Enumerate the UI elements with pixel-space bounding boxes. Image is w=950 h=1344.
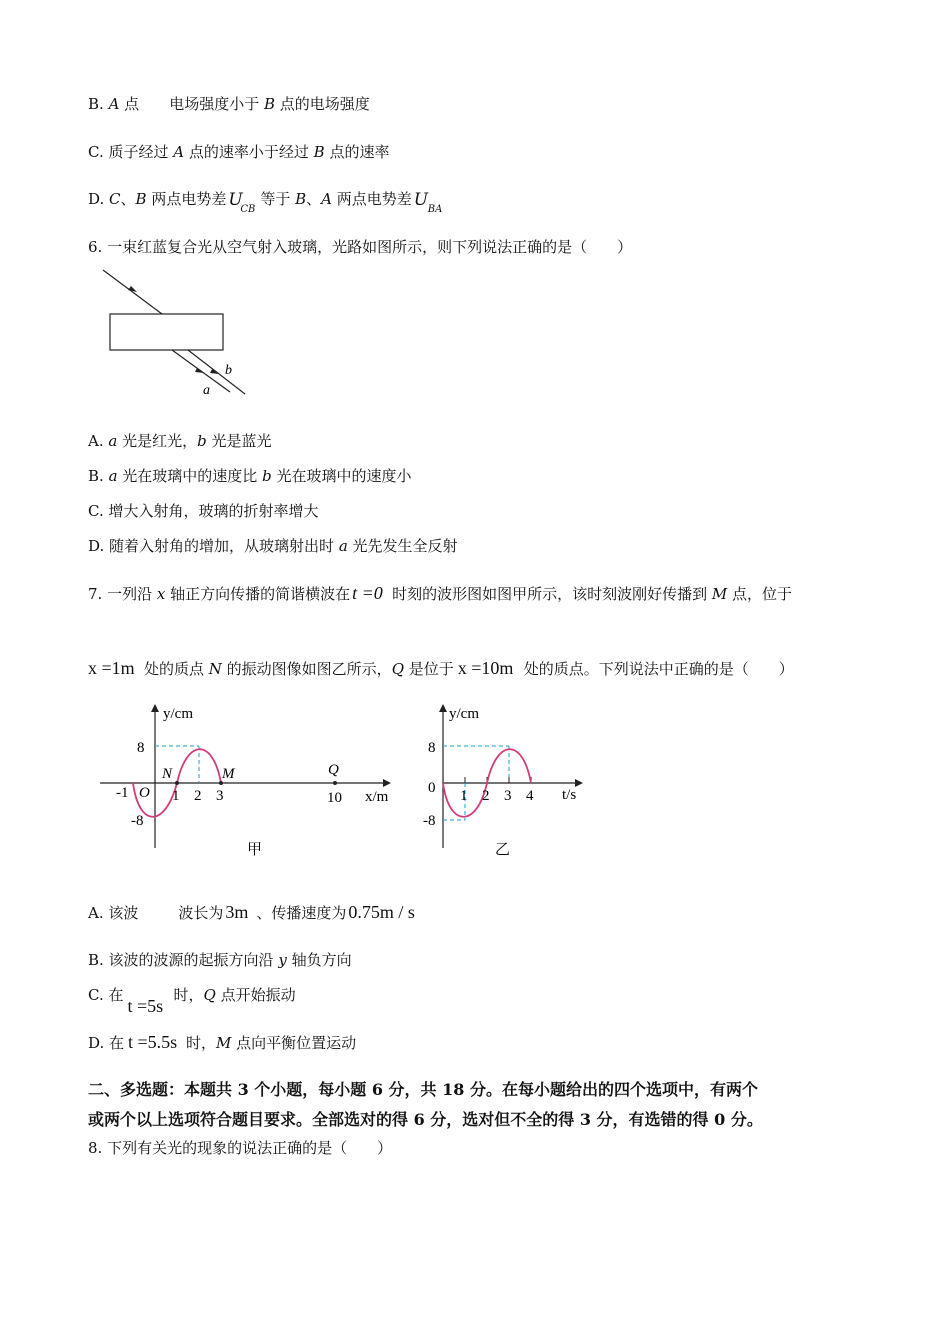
q7-figure-yi [415, 700, 590, 865]
math-u: U [413, 190, 429, 210]
text: B. [88, 95, 109, 113]
tick-y-neg8: -8 [423, 813, 436, 829]
text: B. 该波的波源的起振方向沿 [88, 951, 279, 969]
text: 两点电势差 [146, 190, 227, 208]
q5-option-b[interactable] [88, 94, 370, 114]
t-label: t/s [562, 787, 577, 803]
text: Q [391, 660, 404, 678]
text: 光在玻璃中的速度比 [117, 467, 263, 485]
arrow-icon [128, 286, 137, 292]
q7-option-c[interactable] [88, 985, 296, 1016]
math-u: U [228, 190, 243, 210]
arrow-icon [383, 779, 391, 787]
label-q: Q [328, 762, 339, 778]
text: 点，位于 [727, 585, 793, 603]
tick-t-2: 2 [482, 788, 490, 804]
text: M [216, 1034, 232, 1052]
q7-option-d[interactable] [88, 1033, 356, 1053]
tick-x-10: 10 [327, 790, 342, 806]
q7-figure-jia [95, 700, 400, 865]
incident-ray [103, 270, 162, 314]
q5-option-d[interactable] [88, 189, 446, 215]
text: 处的质点。下列说法中正确的是（ ） [523, 660, 794, 678]
q7-option-a[interactable] [88, 903, 422, 923]
text: B [313, 143, 325, 161]
label-a: a [203, 383, 210, 398]
text: 两点电势差 [332, 190, 412, 208]
text: B. [88, 467, 109, 485]
text: B [263, 95, 275, 113]
math-t55: t =5.5s [128, 1032, 178, 1052]
text: D. [88, 190, 110, 208]
label-m: M [222, 766, 235, 782]
tick-y-8: 8 [428, 740, 436, 756]
text: 点的电场强度 [275, 95, 370, 113]
tick-y-neg8: -8 [131, 813, 144, 829]
text: M [711, 585, 728, 603]
q7-option-b[interactable] [88, 950, 352, 970]
text: b [197, 432, 207, 450]
text: a [108, 432, 118, 450]
text: a [108, 467, 118, 485]
text: 的振动图像如图乙所示， [221, 660, 392, 678]
text: 光先发生全反射 [347, 537, 458, 555]
text: Q [203, 986, 216, 1004]
arrow-icon [439, 704, 447, 712]
text: A. [88, 432, 109, 450]
math-t5: t =5s [127, 996, 164, 1016]
glass-block [110, 314, 223, 350]
text: 光是红光， [117, 432, 198, 450]
label-n: N [162, 766, 173, 782]
math-x1: x =1m [88, 658, 135, 678]
point-q [333, 781, 337, 785]
q5-option-c[interactable] [88, 142, 389, 162]
q6-option-a[interactable] [88, 431, 272, 451]
text: 点开始振动 [215, 986, 296, 1004]
tick-y-8: 8 [137, 740, 145, 756]
text: 轴负方向 [286, 951, 352, 969]
text: A [173, 143, 185, 161]
text: D. 在 [88, 1034, 125, 1052]
text: 点的速率小于经过 [184, 143, 314, 161]
arrow-icon [195, 368, 204, 373]
math-velocity: 0.75m / s [348, 902, 415, 922]
text: A [321, 190, 333, 208]
origin-o: O [139, 785, 150, 801]
text: 、 [120, 190, 136, 208]
text: 时刻的波形图如图甲所示，该时刻波刚好传播到 [392, 585, 712, 603]
tick-y-0: 0 [428, 780, 436, 796]
math-sub: BA [427, 204, 443, 215]
section2-heading-line1: 二、多选题：本题共 3 个小题，每小题 6 分，共 18 分。在每小题给出的四个选项中，有两个 [88, 1080, 758, 1099]
caption-jia: 甲 [247, 842, 263, 858]
math-lambda: 3m [225, 902, 249, 922]
text: 时， [173, 986, 204, 1004]
text: 、 [306, 190, 322, 208]
tick-x-neg1: -1 [116, 785, 129, 801]
text: 等于 [260, 190, 296, 208]
q6-light-path-figure [95, 262, 265, 402]
tick-t-3: 3 [504, 788, 512, 804]
text: 、传播速度为 [256, 904, 347, 922]
text: 7. 一列沿 [88, 585, 157, 603]
text: 点 [119, 95, 140, 113]
section2-heading-line2: 或两个以上选项符合题目要求。全部选对的得 6 分，选对但不全的得 3 分，有选错的得 0 分。 [88, 1110, 763, 1129]
text: 光在玻璃中的速度小 [271, 467, 412, 485]
text: 轴正方向传播的简谐横波在 [165, 585, 351, 603]
text: B [295, 190, 307, 208]
tick-t-4: 4 [526, 788, 534, 804]
text: D. 随着入射角的增加，从玻璃射出时 [88, 537, 339, 555]
text: 是位于 [404, 660, 454, 678]
arrow-icon [575, 779, 583, 787]
tick-x-3: 3 [216, 788, 224, 804]
text: x [156, 585, 166, 603]
text: 处的质点 [144, 660, 209, 678]
text: y [278, 951, 287, 969]
text: A [108, 95, 120, 113]
q7-stem-line2 [88, 659, 794, 679]
q6-option-d[interactable] [88, 536, 458, 556]
caption-yi: 乙 [495, 842, 511, 858]
math-sub: CB [240, 204, 256, 215]
text: 波长为 [178, 904, 224, 922]
point-n [175, 781, 179, 785]
text: A. 该波 [88, 904, 139, 922]
q6-option-c[interactable]: C. 增大入射角，玻璃的折射率增大 [88, 502, 319, 520]
q8-stem: 8. 下列有关光的现象的说法正确的是（ ） [88, 1139, 393, 1157]
q7-stem-line1 [88, 584, 792, 604]
math-x10: x =10m [457, 658, 514, 678]
x-label: x/m [365, 789, 389, 805]
tick-t-1: 1 [460, 788, 468, 804]
q6-option-b[interactable] [88, 466, 411, 486]
text: a [338, 537, 348, 555]
text: 光是蓝光 [206, 432, 272, 450]
text: 时， [186, 1034, 217, 1052]
text: C. 在 [88, 986, 124, 1004]
q6-stem: 6. 一束红蓝复合光从空气射入玻璃，光路如图所示，则下列说法正确的是（ ） [88, 238, 633, 256]
text: N [208, 660, 222, 678]
text: 点的速率 [324, 143, 390, 161]
text: C [109, 190, 121, 208]
y-label: y/cm [449, 706, 479, 722]
label-b: b [225, 363, 232, 378]
text: 点向平衡位置运动 [231, 1034, 357, 1052]
text: C. 质子经过 [88, 143, 174, 161]
tick-x-1: 1 [172, 788, 180, 804]
arrow-icon [151, 704, 159, 712]
tick-x-2: 2 [194, 788, 202, 804]
text: b [262, 467, 272, 485]
y-label: y/cm [163, 706, 193, 722]
math-t0: t =0 [352, 583, 383, 603]
text: 电场强度小于 [169, 95, 264, 113]
text: B [135, 190, 147, 208]
